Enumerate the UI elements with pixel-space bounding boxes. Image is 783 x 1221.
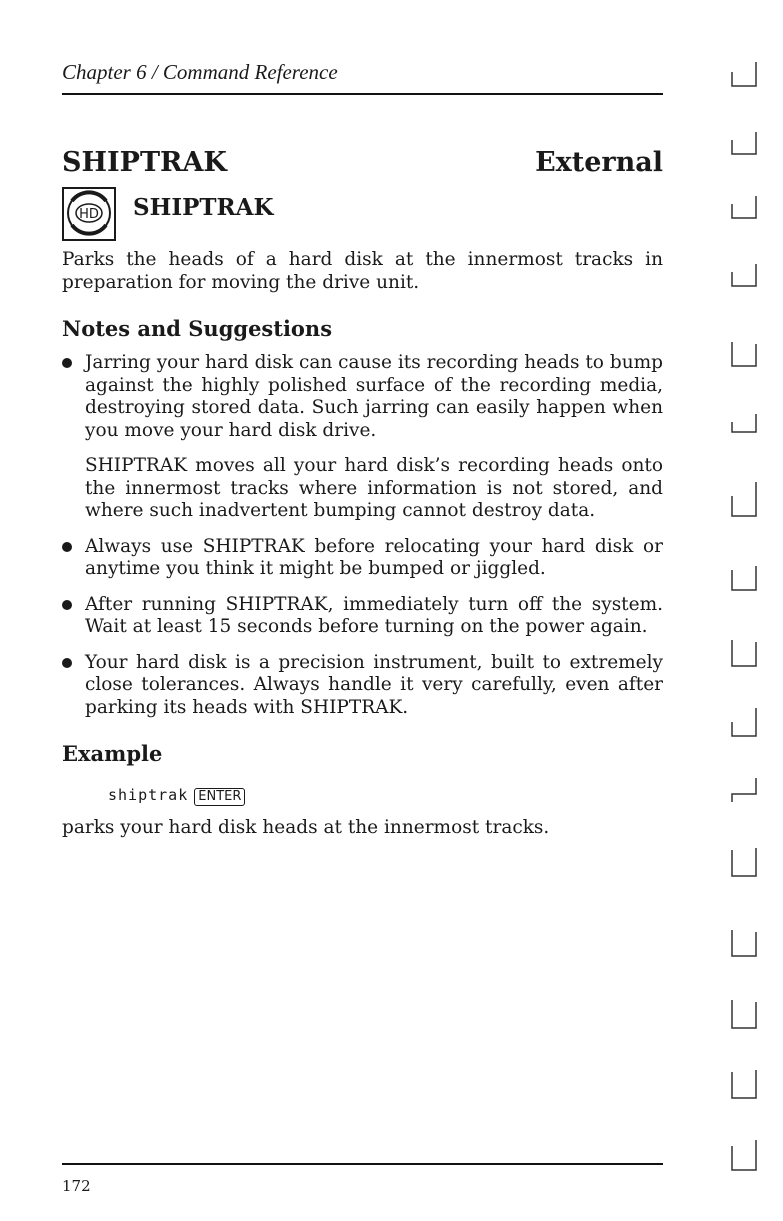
list-item bbox=[62, 594, 663, 639]
hard-disk-icon bbox=[62, 187, 116, 241]
hard-disk-icon-label: HD bbox=[79, 207, 99, 222]
list-item bbox=[62, 652, 663, 720]
example-description: parks your hard disk heads at the innermost tracks. bbox=[62, 817, 550, 838]
header-rule bbox=[62, 93, 663, 95]
command-title-row bbox=[62, 147, 663, 183]
note-paragraph: Your hard disk is a precision instrument, built to extremely close tolerances. Always handle it very carefully, even after parking its heads with SHIPTRAK. bbox=[85, 651, 663, 718]
binding-marks-decoration bbox=[724, 50, 764, 1180]
enter-key-icon: ENTER bbox=[194, 788, 245, 806]
command-name: SHIPTRAK bbox=[62, 147, 227, 178]
example-command: shiptrak bbox=[108, 786, 189, 804]
list-item bbox=[62, 352, 663, 523]
list-item bbox=[62, 536, 663, 581]
note-paragraph: After running SHIPTRAK, immediately turn off the system. Wait at least 15 seconds before turning on the power again. bbox=[85, 593, 663, 637]
note-paragraph: Jarring your hard disk can cause its recording heads to bump against the highly polished surface of the recording media, destroying stored data. Such jarring can easily happen when you move your hard disk drive. bbox=[85, 352, 663, 441]
running-header: Chapter 6 / Command Reference bbox=[62, 60, 338, 84]
command-subtitle: SHIPTRAK bbox=[133, 194, 274, 221]
example-heading: Example bbox=[62, 741, 163, 766]
footer-rule bbox=[62, 1163, 663, 1165]
bullet-icon bbox=[62, 542, 72, 552]
note-paragraph: SHIPTRAK moves all your hard disk’s recording heads onto the innermost tracks where information is not stored, and where such inadvertent bumping cannot destroy data. bbox=[85, 455, 663, 521]
bullet-icon bbox=[62, 358, 72, 368]
bullet-icon bbox=[62, 600, 72, 610]
note-paragraph: Always use SHIPTRAK before relocating your hard disk or anytime you think it might be bumped or jiggled. bbox=[85, 535, 663, 579]
bullet-icon bbox=[62, 658, 72, 668]
example-command-line bbox=[108, 786, 245, 806]
command-description: Parks the heads of a hard disk at the innermost tracks in preparation for moving the drive unit. bbox=[62, 249, 663, 293]
page-number: 172 bbox=[62, 1177, 91, 1195]
notes-list bbox=[62, 352, 663, 732]
notes-heading: Notes and Suggestions bbox=[62, 316, 333, 341]
command-type: External bbox=[535, 147, 663, 178]
